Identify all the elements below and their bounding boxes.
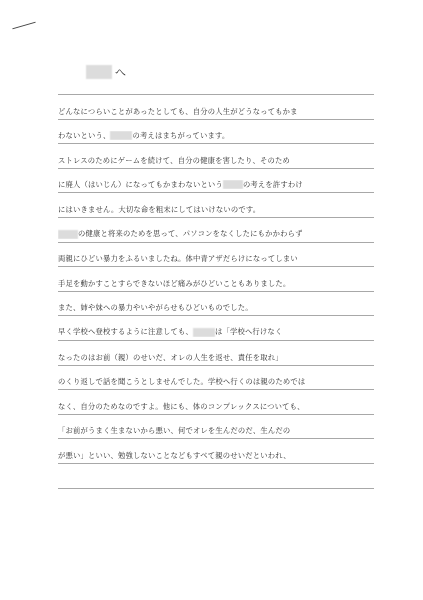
letter-body: [58, 94, 374, 489]
letter-line: [58, 193, 374, 218]
redacted-name: [86, 65, 112, 79]
line-text: [58, 377, 374, 386]
letter-line: [58, 267, 374, 292]
text-segment: 早く学校へ登校するように注意しても、: [58, 327, 193, 337]
line-text: [58, 131, 374, 141]
line-text: [58, 303, 374, 312]
text-segment: の考えはまちがっています。: [132, 130, 230, 140]
scan-mark: [12, 22, 35, 30]
line-text: [58, 107, 374, 116]
letter-line: [58, 144, 374, 169]
letter-line: [58, 415, 374, 440]
line-text: [58, 205, 374, 214]
text-segment: わないという、: [58, 130, 111, 140]
letter-line: [58, 218, 374, 243]
letter-line: [58, 169, 374, 194]
line-text: [58, 402, 374, 411]
text-segment: なく、自分のためなのですよ。他にも、体のコンプレックスについても、: [58, 401, 305, 411]
text-segment: 両親にひどい暴力をふるいましたね。体中青アザだらけになってしまい: [58, 254, 298, 264]
line-text: [58, 229, 374, 239]
text-segment: のくり返しで話を聞こうとしませんでした。学校へ行くのは親のためでは: [58, 377, 306, 387]
text-segment: なったのはお前（親）のせいだ、オレの人生を返せ、責任を取れ」: [58, 352, 283, 362]
letter-line: [58, 366, 374, 391]
redacted-name: [193, 328, 215, 337]
greeting: [86, 64, 126, 80]
letter-line: [58, 390, 374, 415]
text-segment: にはいきません。大切な命を粗末にしてはいけないのです。: [58, 204, 261, 214]
letter-line: [58, 292, 374, 317]
text-segment: に廃人（はいじん）になってもかまわないという: [58, 179, 223, 189]
text-segment: の考えを許すわけ: [242, 179, 303, 189]
letter-line: [58, 464, 374, 489]
line-text: [58, 327, 374, 337]
letter-line: [58, 94, 374, 120]
letter-line: [58, 341, 374, 366]
letter-line: [58, 120, 374, 145]
text-segment: 手足を動かすことすらできないほど痛みがひどいこともありました。: [58, 278, 291, 288]
line-text: [58, 279, 374, 288]
greeting-suffix: へ: [115, 66, 126, 79]
text-segment: どんなにつらいことがあったとしても、自分の人生がどうなってもかま: [58, 106, 298, 116]
line-text: [58, 353, 374, 362]
letter-line: [58, 243, 374, 268]
text-segment: は「学校へ行けなく: [214, 327, 283, 337]
line-text: [58, 180, 374, 190]
redacted-name: [58, 230, 78, 239]
text-segment: 「お前がうまく生まないから悪い、何でオレを生んだのだ、生んだの: [58, 426, 291, 436]
line-text: [58, 426, 374, 435]
text-segment: ストレスのためにゲームを続けて、自分の健康を害したり、そのため: [58, 155, 291, 165]
redacted-name: [110, 131, 132, 140]
line-text: [58, 254, 374, 263]
letter-line: [58, 316, 374, 341]
letter-line: [58, 439, 374, 464]
text-segment: また、姉や妹への暴力やいやがらせもひどいものでした。: [58, 303, 253, 313]
line-text: [58, 156, 374, 165]
line-text: [58, 451, 374, 460]
redacted-name: [223, 180, 243, 189]
text-segment: が悪い」といい、勉強しないことなどもすべて親のせいだといわれ、: [58, 450, 291, 460]
text-segment: の健康と将来のためを思って、パソコンをなくしたにもかかわらず: [78, 229, 303, 239]
